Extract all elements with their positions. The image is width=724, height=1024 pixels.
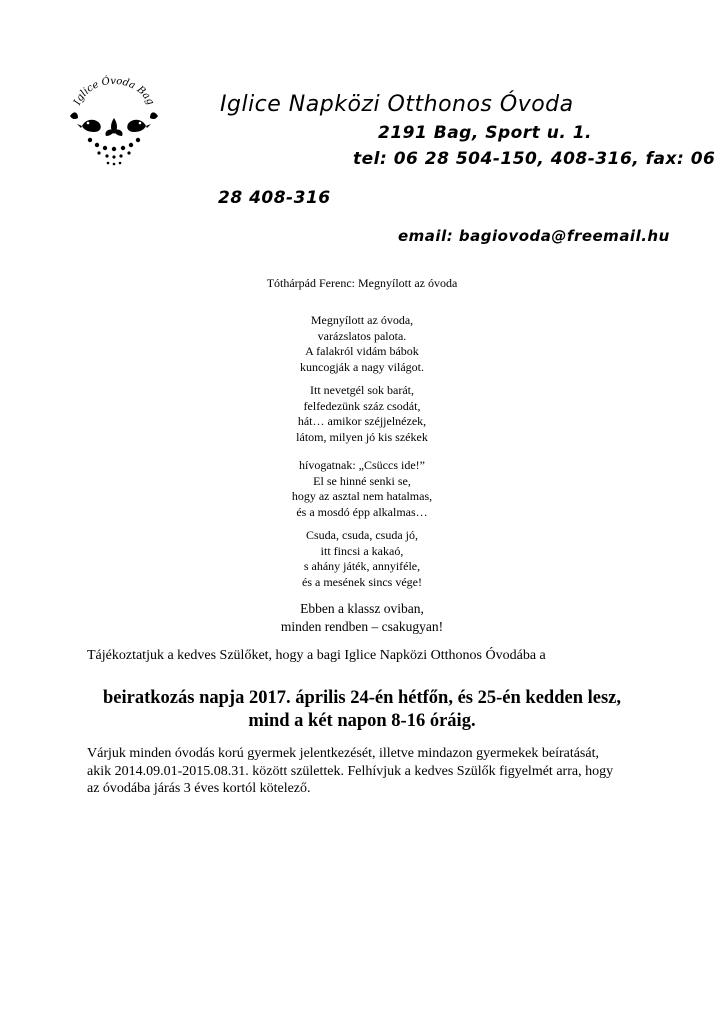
poem-line: és a mesének sincs vége!	[302, 574, 422, 589]
logo-text: Iglice Óvoda Bag	[72, 75, 156, 107]
poem-line: Ebben a klassz oviban,	[300, 601, 424, 616]
poem-line: hát… amikor széjjelnézek,	[297, 414, 427, 428]
kindergarten-logo	[64, 74, 164, 174]
poem-stanza	[0, 600, 724, 636]
body-line: Várjuk minden óvodás korú gyermek jelentkezését, illetve mindazon gyermekek beíratását,	[87, 746, 599, 761]
body-line: akik 2014.09.01-2015.08.31. között születtek. Felhívjuk a kedves Szülők figyelmét arra, hogy	[87, 763, 614, 779]
poem-line: varázslatos palota.	[317, 328, 407, 343]
poem-line: Itt nevetgél sok barát,	[310, 383, 414, 397]
headline-line: beiratkozás napja 2017. április 24-én hétfőn, és 25-én kedden lesz,	[103, 688, 621, 708]
address: 2191 Bag, Sport u. 1.	[378, 123, 592, 143]
poem-line: El se hinné senki se,	[313, 473, 411, 488]
poem-line: látom, milyen jó kis székek	[296, 429, 428, 444]
headline-line: mind a két napon 8-16 óráig.	[248, 711, 476, 731]
poem-line: felfedezünk száz csodát,	[303, 398, 421, 413]
email-address: email: bagiovoda@freemail.hu	[398, 227, 670, 245]
poem-stanza	[0, 458, 724, 520]
bird-ornament-icon	[64, 74, 164, 174]
poem-line: kuncogják a nagy világot.	[300, 359, 424, 374]
poem-line: és a mosdó épp alkalmas…	[296, 504, 428, 519]
body-line: az óvodába járás 3 éves kortól kötelező.	[87, 781, 311, 796]
org-name: Iglice Napközi Otthonos Óvoda	[220, 92, 574, 117]
poem-line: Megnyílott az óvoda,	[310, 313, 414, 327]
poem-stanza	[0, 528, 724, 590]
phone-line: tel: 06 28 504-150, 408-316, fax: 06	[353, 149, 716, 169]
poem-line: A falakról vidám bábok	[305, 344, 419, 358]
poem-line: Csuda, csuda, csuda jó,	[306, 528, 418, 542]
announcement-intro: Tájékoztatjuk a kedves Szülőket, hogy a bagi Iglice Napközi Otthonos Óvodába a	[87, 648, 546, 663]
poem-stanza	[0, 383, 724, 445]
poem-line: s ahány játék, annyiféle,	[303, 559, 421, 573]
enrollment-headline	[0, 687, 724, 733]
poem-line: minden rendben – csakugyan!	[280, 619, 444, 634]
poem-line: itt fincsi a kakaó,	[320, 543, 404, 558]
poem-title: Tóthárpád Ferenc: Megnyílott az óvoda	[266, 276, 458, 290]
poem-line: hívogatnak: „Csüccs ide!”	[299, 458, 425, 472]
announcement-body	[87, 745, 667, 798]
poem-line: hogy az asztal nem hatalmas,	[291, 489, 433, 503]
fax-number: 28 408-316	[218, 188, 331, 208]
poem-stanza	[0, 313, 724, 375]
